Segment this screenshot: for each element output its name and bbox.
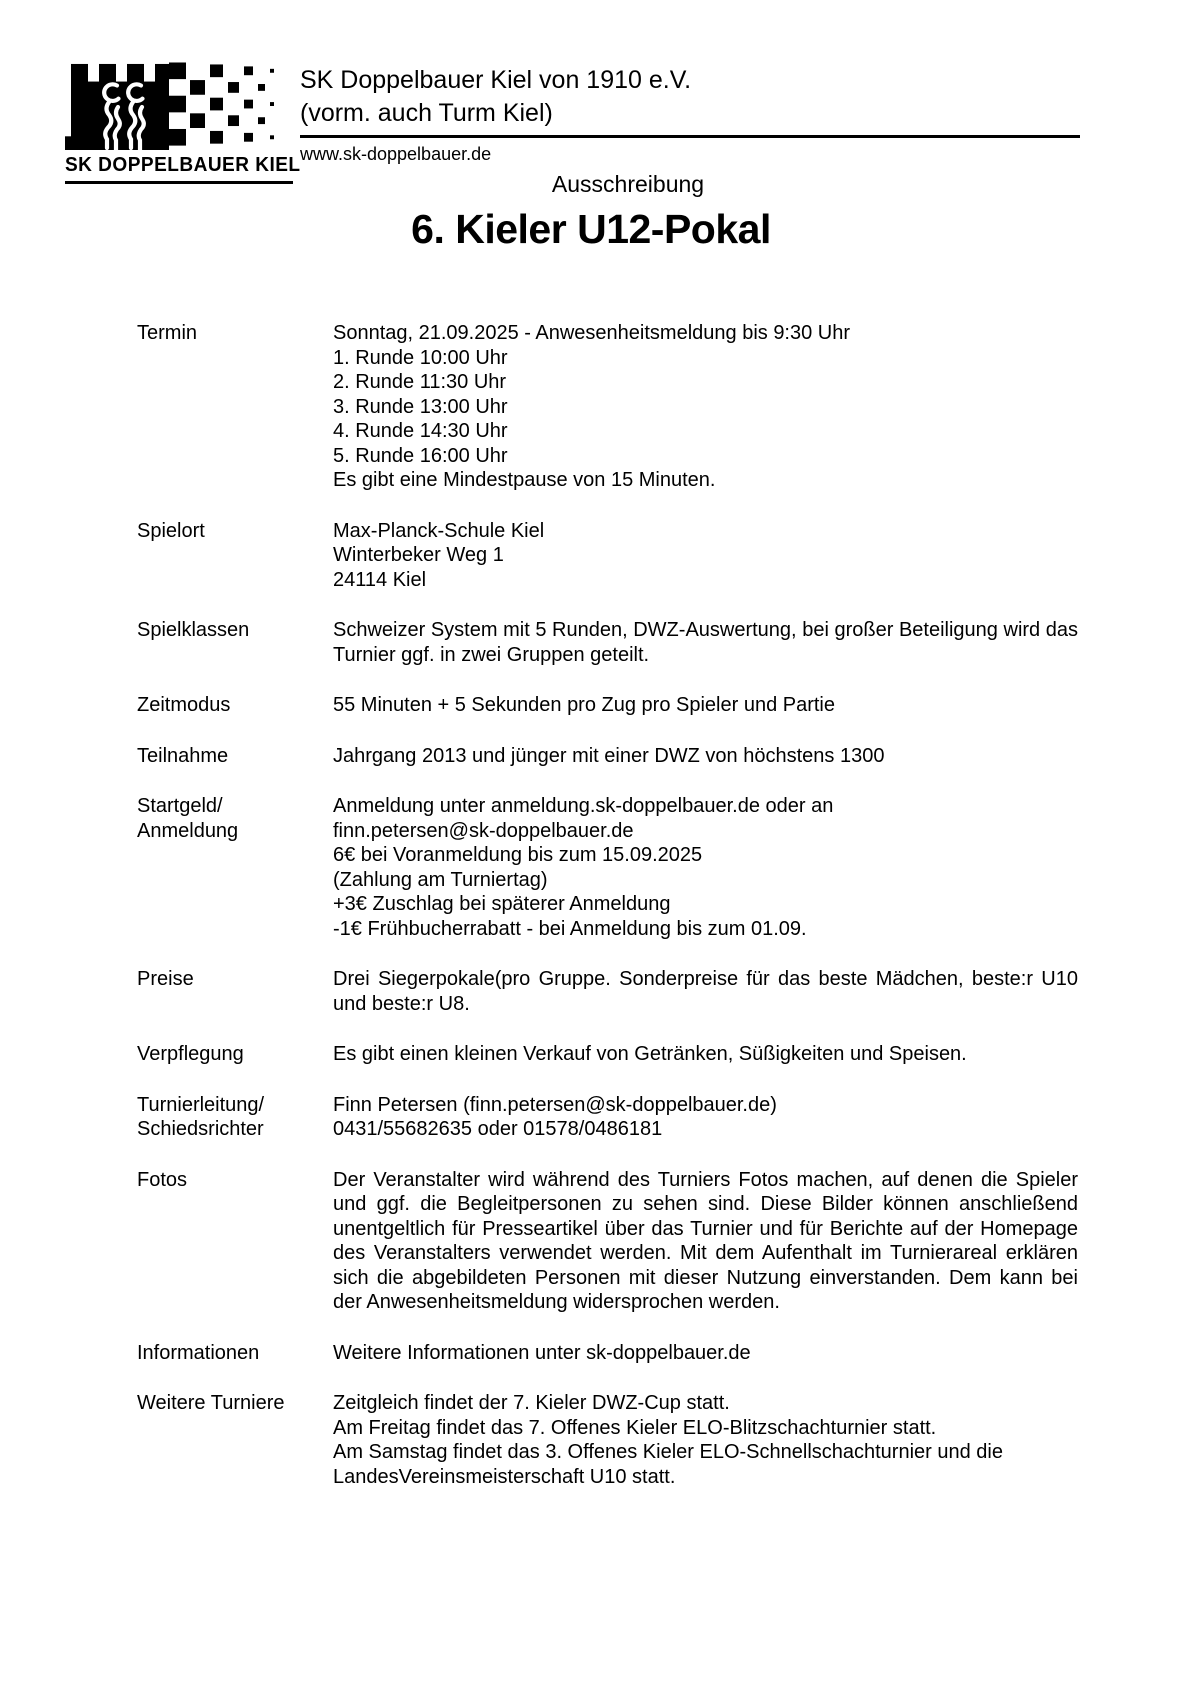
section-row xyxy=(137,321,1078,493)
club-logo-caption: SK DOPPELBAUER KIEL xyxy=(65,153,301,176)
section-label xyxy=(137,321,333,493)
section-row xyxy=(137,1391,1078,1489)
section-content xyxy=(333,1093,1078,1142)
section-line: 24114 Kiel xyxy=(333,568,427,591)
section-label xyxy=(137,744,333,769)
section-line: Am Freitag findet das 7. Offenes Kieler ELO-Blitzschachturnier statt. xyxy=(333,1416,937,1439)
section-row xyxy=(137,794,1078,941)
section-row xyxy=(137,1042,1078,1067)
section-label-line: Spielort xyxy=(137,519,205,542)
section-label xyxy=(137,1391,333,1489)
section-line: Finn Petersen (finn.petersen@sk-doppelbauer.de) xyxy=(333,1093,777,1116)
section-content xyxy=(333,618,1078,667)
club-former-name: (vorm. auch Turm Kiel) xyxy=(300,99,553,127)
section-label-line: Anmeldung xyxy=(137,819,239,842)
section-label-line: Spielklassen xyxy=(137,619,250,641)
section-label-line: Fotos xyxy=(137,1168,188,1191)
section-line: Es gibt eine Mindestpause von 15 Minuten. xyxy=(333,469,716,491)
section-content xyxy=(333,744,1078,769)
section-line: Jahrgang 2013 und jünger mit einer DWZ von höchstens 1300 xyxy=(333,744,885,767)
section-row xyxy=(137,1341,1078,1366)
section-row xyxy=(137,693,1078,718)
section-line: 55 Minuten + 5 Sekunden pro Zug pro Spieler und Partie xyxy=(333,694,835,716)
section-label-line: Termin xyxy=(137,322,198,344)
section-row xyxy=(137,967,1078,1016)
section-line: Es gibt einen kleinen Verkauf von Getränken, Süßigkeiten und Speisen. xyxy=(333,1043,967,1065)
page-title: 6. Kieler U12-Pokal xyxy=(411,206,771,252)
rook-pawns-checkerboard-icon xyxy=(65,62,280,150)
section-label xyxy=(137,1341,333,1366)
section-line: Am Samstag findet das 3. Offenes Kieler ELO-Schnellschachturnier und die LandesVereinsmeisterschaft U10 statt. xyxy=(333,1441,1003,1488)
section-line: Sonntag, 21.09.2025 - Anwesenheitsmeldung bis 9:30 Uhr xyxy=(333,322,851,344)
section-row xyxy=(137,519,1078,593)
section-content xyxy=(333,693,1078,718)
section-label xyxy=(137,794,333,941)
section-label xyxy=(137,693,333,718)
section-label-line: Preise xyxy=(137,968,194,990)
section-label xyxy=(137,1168,333,1315)
section-label-line: Turnierleitung/ xyxy=(137,1093,265,1116)
section-line: 5. Runde 16:00 Uhr xyxy=(333,444,508,467)
document-kicker: Ausschreibung xyxy=(551,171,705,197)
section-row xyxy=(137,1093,1078,1142)
section-content xyxy=(333,519,1078,593)
section-line: 2. Runde 11:30 Uhr xyxy=(333,371,507,393)
section-content xyxy=(333,967,1078,1016)
header-rule xyxy=(300,135,1080,138)
section-paragraph: Schweizer System mit 5 Runden, DWZ-Auswertung, bei großer Beteiligung wird das Turnier ggf. in zwei Gruppen geteilt. xyxy=(333,619,1078,666)
section-line: Zeitgleich findet der 7. Kieler DWZ-Cup statt. xyxy=(333,1392,730,1414)
section-label xyxy=(137,967,333,1016)
section-line: Winterbeker Weg 1 xyxy=(333,544,504,566)
club-info xyxy=(300,64,1080,165)
section-content xyxy=(333,1042,1078,1067)
section-label xyxy=(137,1042,333,1067)
section-line: 3. Runde 13:00 Uhr xyxy=(333,395,508,418)
section-content xyxy=(333,321,1078,493)
club-name: SK Doppelbauer Kiel von 1910 e.V. xyxy=(300,66,692,94)
section-line: 0431/55682635 oder 01578/0486181 xyxy=(333,1118,663,1140)
section-line: Max-Planck-Schule Kiel xyxy=(333,519,545,542)
section-line: +3€ Zuschlag bei späterer Anmeldung xyxy=(333,893,671,915)
section-content xyxy=(333,1168,1078,1315)
section-line: finn.petersen@sk-doppelbauer.de xyxy=(333,819,634,842)
section-label xyxy=(137,519,333,593)
section-line: Anmeldung unter anmeldung.sk-doppelbauer.de oder an xyxy=(333,795,834,817)
section-label-line: Informationen xyxy=(137,1341,260,1364)
section-line: 6€ bei Voranmeldung bis zum 15.09.2025 xyxy=(333,844,703,866)
section-label xyxy=(137,618,333,667)
section-paragraph: Drei Siegerpokale(pro Gruppe. Sonderpreise für das beste Mädchen, beste:r U10 und beste:r U8. xyxy=(333,968,1078,1015)
club-website: www.sk-doppelbauer.de xyxy=(300,144,492,164)
sections-list xyxy=(137,321,1078,1515)
section-label-line: Weitere Turniere xyxy=(137,1392,285,1414)
section-row xyxy=(137,618,1078,667)
section-line: 1. Runde 10:00 Uhr xyxy=(333,346,508,369)
section-label-line: Startgeld/ xyxy=(137,795,223,817)
section-paragraph: Der Veranstalter wird während des Turniers Fotos machen, auf denen die Spieler und ggf. die Begleitpersonen zu sehen sind. Diese Bilder können anschließend unentgeltlich für Presseartikel über das Turnier und für Berichte auf der Homepage des Veranstalters verwendet werden. Mit dem Aufenthalt im Turnierareal erklären sich die abgebildeten Personen mit dieser Nutzung einverstanden. Dem kann bei der Anwesenheitsmeldung widersprochen werden. xyxy=(333,1168,1078,1313)
section-label-line: Zeitmodus xyxy=(137,694,231,716)
section-label-line: Verpflegung xyxy=(137,1043,244,1065)
section-line: (Zahlung am Turniertag) xyxy=(333,868,548,891)
club-logo xyxy=(65,62,301,184)
section-content xyxy=(333,1341,1078,1366)
section-content xyxy=(333,794,1078,941)
section-label-line: Teilnahme xyxy=(137,744,229,767)
section-line: -1€ Frühbucherrabatt - bei Anmeldung bis zum 01.09. xyxy=(333,917,807,940)
section-line: Weitere Informationen unter sk-doppelbauer.de xyxy=(333,1341,751,1364)
section-label xyxy=(137,1093,333,1142)
section-line: 4. Runde 14:30 Uhr xyxy=(333,420,508,442)
section-content xyxy=(333,1391,1078,1489)
section-row xyxy=(137,1168,1078,1315)
section-row xyxy=(137,744,1078,769)
section-label-line: Schiedsrichter xyxy=(137,1118,264,1140)
